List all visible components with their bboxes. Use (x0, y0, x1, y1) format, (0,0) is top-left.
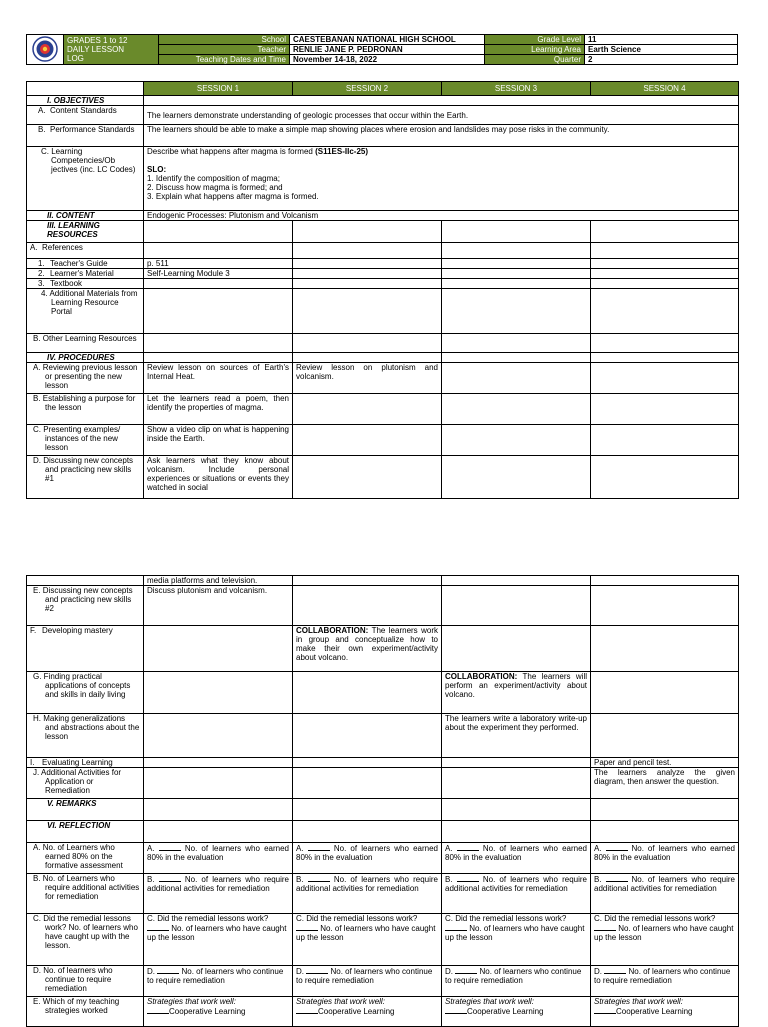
deped-logo-cell (27, 35, 64, 65)
proc-b-label: B. Establishing a purpose for the lesson (27, 394, 144, 425)
school-label: School (159, 35, 290, 45)
proc-g-session-3: COLLABORATION: The learners will perform an experiment/activity about volcano. (442, 672, 591, 714)
area-label: Learning Area (485, 45, 585, 55)
refl-c-session-1: C. Did the remedial lessons work? No. of learners who have caught up the lesson (144, 914, 293, 966)
session-4-header: SESSION 4 (591, 82, 739, 96)
proc-j-label: J. Additional Activities for Application or Remediation (27, 768, 144, 799)
proc-e-label: E. Discussing new concepts and practicing new skills #2 (27, 586, 144, 626)
performance-standards-text: The learners should be able to make a simple map showing places where erosion and landslides may pose risks in the community. (144, 125, 739, 147)
learners-material-value: Self-Learning Module 3 (144, 269, 293, 279)
proc-h-session-3: The learners write a laboratory write-up about the experiment they performed. (442, 714, 591, 758)
refl-d-label: D. No. of learners who continue to require remediation (27, 966, 144, 997)
proc-d-label: D. Discussing new concepts and practicing new skills #1 (27, 456, 144, 499)
quarter-value: 2 (585, 55, 738, 65)
refl-d-session-3: D. No. of learners who continue to require remediation (442, 966, 591, 997)
teacher-value: RENLIE JANE P. PEDRONAN (290, 45, 485, 55)
header-table (26, 34, 738, 65)
refl-a-session-4: A. No. of learners who earned 80% in the evaluation (591, 843, 739, 874)
objectives-heading: I. OBJECTIVES (27, 96, 144, 106)
proc-c-label: C. Presenting examples/ instances of the new lesson (27, 425, 144, 456)
teacher-label: Teacher (159, 45, 290, 55)
grade-value: 11 (585, 35, 738, 45)
teachers-guide-value: p. 511 (144, 259, 293, 269)
refl-a-session-2: A. No. of learners who earned 80% in the evaluation (293, 843, 442, 874)
textbook-label: 3. Textbook (27, 279, 144, 289)
resources-heading: III. LEARNING RESOURCES (27, 221, 144, 243)
refl-b-session-1: B. No. of learners who require additional activities for remediation (144, 874, 293, 914)
corner-cell (27, 82, 144, 96)
refl-d-session-4: D. No. of learners who continue to require remediation (591, 966, 739, 997)
proc-d-session-1: Ask learners what they know about volcanism. Include personal experiences or situations or events they watched in social (144, 456, 293, 499)
dates-value: November 14-18, 2022 (290, 55, 485, 65)
session-2-header: SESSION 2 (293, 82, 442, 96)
proc-f-label: F. Developing mastery (27, 626, 144, 672)
performance-standards-label: B. Performance Standards (27, 125, 144, 147)
remarks-heading: V. REMARKS (27, 799, 144, 821)
refl-b-session-4: B. No. of learners who require additional activities for remediation (591, 874, 739, 914)
refl-e-session-1: Strategies that work well: Cooperative Learning (144, 997, 293, 1027)
refl-e-session-2: Strategies that work well: Cooperative Learning (293, 997, 442, 1027)
dates-label: Teaching Dates and Time (159, 55, 290, 65)
refl-e-session-3: Strategies that work well: Cooperative Learning (442, 997, 591, 1027)
title-line-3: LOG (67, 54, 84, 63)
proc-c-session-1: Show a video clip on what is happening inside the Earth. (144, 425, 293, 456)
grade-label: Grade Level (485, 35, 585, 45)
refl-a-label: A. No. of Learners who earned 80% on the formative assessment (27, 843, 144, 874)
refl-e-session-4: Strategies that work well: Cooperative Learning (591, 997, 739, 1027)
proc-a-label: A. Reviewing previous lesson or presenting the new lesson (27, 363, 144, 394)
refl-a-session-1: A. No. of learners who earned 80% in the evaluation (144, 843, 293, 874)
additional-materials-label: 4. Additional Materials from Learning Resource Portal (27, 289, 144, 334)
lesson-table-page-2 (26, 575, 739, 1027)
session-3-header: SESSION 3 (442, 82, 591, 96)
refl-d-session-2: D. No. of learners who continue to require remediation (293, 966, 442, 997)
proc-h-label: H. Making generalizations and abstractions about the lesson (27, 714, 144, 758)
refl-d-session-1: D. No. of learners who continue to require remediation (144, 966, 293, 997)
content-standards-label: A. Content Standards (27, 106, 144, 125)
proc-a-session-2: Review lesson on plutonism and volcanism. (293, 363, 442, 394)
proc-g-label: G. Finding practical applications of concepts and skills in daily living (27, 672, 144, 714)
proc-j-session-4: The learners analyze the given diagram, then answer the question. (591, 768, 739, 799)
quarter-label: Quarter (485, 55, 585, 65)
session-1-header: SESSION 1 (144, 82, 293, 96)
refl-c-label: C. Did the remedial lessons work? No. of learners who have caught up with the lesson. (27, 914, 144, 966)
refl-c-session-2: C. Did the remedial lessons work? No. of learners who have caught up the lesson (293, 914, 442, 966)
title-line-1: GRADES 1 to 12 (67, 36, 128, 45)
references-label: A. References (27, 243, 144, 259)
content-standards-text: The learners demonstrate understanding of geologic processes that occur within the Earth. (144, 106, 739, 125)
proc-i-label: I. Evaluating Learning (27, 758, 144, 768)
competencies-label: C. Learning Competencies/Ob jectives (inc. LC Codes) (27, 147, 144, 211)
proc-d-session-1-cont: media platforms and television. (144, 576, 293, 586)
proc-i-session-4: Paper and pencil test. (591, 758, 739, 768)
refl-c-session-3: C. Did the remedial lessons work? No. of learners who have caught up the lesson (442, 914, 591, 966)
content-heading: II. CONTENT (27, 211, 144, 221)
refl-b-session-3: B. No. of learners who require additional activities for remediation (442, 874, 591, 914)
reflection-heading: VI. REFLECTION (27, 821, 144, 843)
lesson-table-page-1 (26, 81, 739, 499)
school-value: CAESTEBANAN NATIONAL HIGH SCHOOL (290, 35, 485, 45)
refl-c-session-4: C. Did the remedial lessons work? No. of learners who have caught up the lesson (591, 914, 739, 966)
proc-e-session-1: Discuss plutonism and volcanism. (144, 586, 293, 626)
competencies-text: Describe what happens after magma is formed (S11ES-IIc-25) SLO: 1. Identify the composition of magma; 2. Discuss how magma is formed; and 3. Explain what happens after magma is formed. (144, 147, 739, 211)
refl-b-session-2: B. No. of learners who require additional activities for remediation (293, 874, 442, 914)
title-line-2: DAILY LESSON (67, 45, 125, 54)
proc-f-session-2: COLLABORATION: The learners work in group and conceptualize how to make their own experiment/activity about volcano. (293, 626, 442, 672)
area-value: Earth Science (585, 45, 738, 55)
refl-e-label: E. Which of my teaching strategies worked (27, 997, 144, 1027)
deped-seal-icon (32, 36, 58, 62)
content-text: Endogenic Processes: Plutonism and Volcanism (144, 211, 739, 221)
proc-b-session-1: Let the learners read a poem, then identify the properties of magma. (144, 394, 293, 425)
proc-a-session-1: Review lesson on sources of Earth's Internal Heat. (144, 363, 293, 394)
procedures-heading: IV. PROCEDURES (27, 353, 144, 363)
refl-a-session-3: A. No. of learners who earned 80% in the evaluation (442, 843, 591, 874)
learners-material-label: 2. Learner's Material (27, 269, 144, 279)
other-resources-label: B. Other Learning Resources (27, 334, 144, 353)
refl-b-label: B. No. of Learners who require additional activities for remediation (27, 874, 144, 914)
teachers-guide-label: 1. Teacher's Guide (27, 259, 144, 269)
dll-title (64, 35, 159, 65)
